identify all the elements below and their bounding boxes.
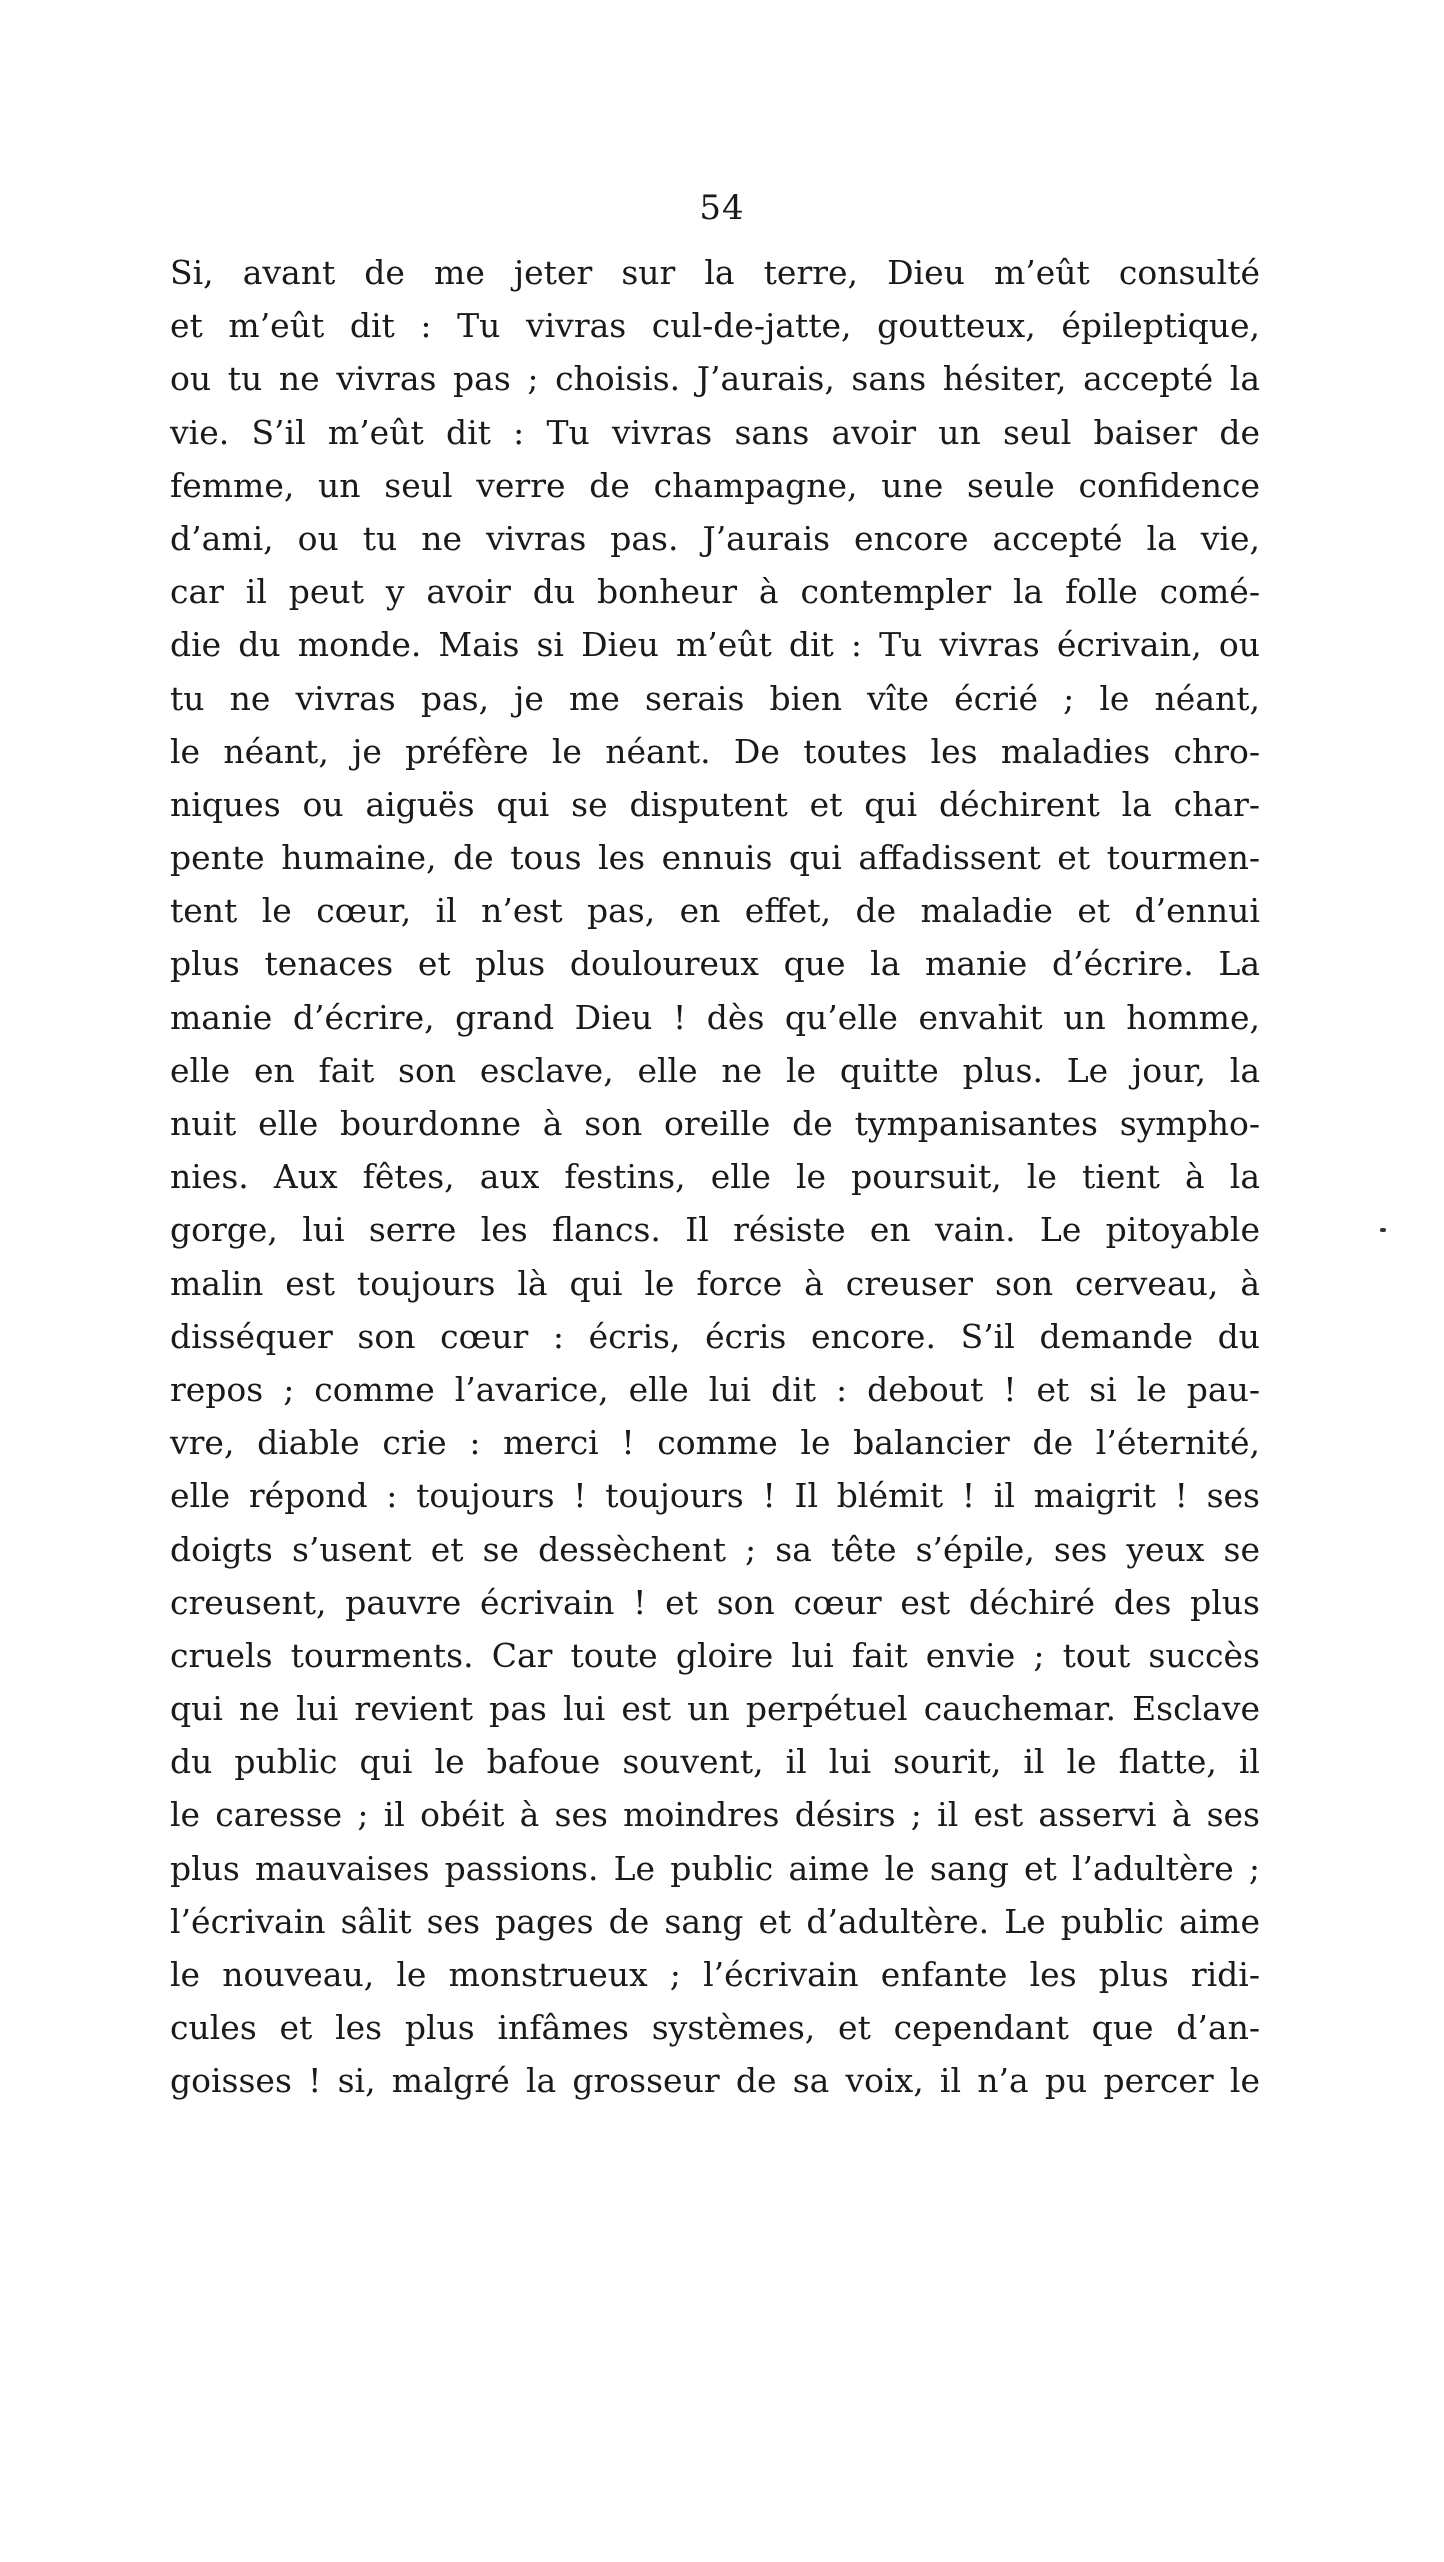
text-line: pente humaine, de tous les ennuis qui affadissent et tourmen- [170,838,1260,878]
text-line: die du monde. Mais si Dieu m’eût dit : Tu vivras écrivain, ou [170,625,1260,665]
text-line: le néant, je préfère le néant. De toutes les maladies chro- [170,731,1260,771]
text-line: nies. Aux fêtes, aux festins, elle le poursuit, le tient à la [170,1157,1260,1197]
text-line: disséquer son cœur : écris, écris encore. S’il demande du [170,1316,1260,1356]
text-line: le nouveau, le monstrueux ; l’écrivain enfante les plus ridi- [170,1955,1260,1994]
text-line: gorge, lui serre les flancs. Il résiste en vain. Le pitoyable [170,1210,1260,1250]
text-line: nuit elle bourdonne à son oreille de tympanisantes sympho- [170,1104,1260,1143]
text-line: le caresse ; il obéit à ses moindres désirs ; il est asservi à ses [170,1795,1260,1835]
text-line: repos ; comme l’avarice, elle lui dit : debout ! et si le pau- [170,1369,1260,1409]
text-line: plus tenaces et plus douloureux que la manie d’écrire. La [170,944,1260,984]
text-line: vie. S’il m’eût dit : Tu vivras sans avoir un seul baiser de [170,412,1260,452]
text-line: vre, diable crie : merci ! comme le balancier de l’éternité, [170,1423,1260,1463]
text-line: creusent, pauvre écrivain ! et son cœur est déchiré des plus [170,1582,1260,1622]
text-line: cruels tourments. Car toute gloire lui fait envie ; tout succès [170,1635,1260,1675]
text-line: l’écrivain sâlit ses pages de sang et d’adultère. Le public aime [170,1901,1260,1941]
text-line: d’ami, ou tu ne vivras pas. J’aurais encore accepté la vie, [170,518,1260,558]
text-line: manie d’écrire, grand Dieu ! dès qu’elle envahit un homme, [170,997,1260,1037]
text-line: plus mauvaises passions. Le public aime le sang et l’adultère ; [170,1848,1260,1888]
text-line: doigts s’usent et se dessèchent ; sa tête s’épile, ses yeux se [170,1529,1260,1569]
text-line: car il peut y avoir du bonheur à contempler la folle comé- [170,572,1260,612]
text-line: femme, un seul verre de champagne, une seule confidence [170,465,1260,505]
text-line: malin est toujours là qui le force à creuser son cerveau, à [170,1263,1260,1303]
text-line: du public qui le bafoue souvent, il lui sourit, il le flatte, il [170,1742,1260,1782]
text-line: elle en fait son esclave, elle ne le quitte plus. Le jour, la [170,1050,1260,1090]
body-text [170,246,1260,2108]
text-line: tu ne vivras pas, je me serais bien vîte écrié ; le néant, [170,678,1260,718]
text-line: niques ou aiguës qui se disputent et qui déchirent la char- [170,784,1260,824]
text-line: ou tu ne vivras pas ; choisis. J’aurais, sans hésiter, accepté la [170,359,1260,399]
stray-ink-mark [1380,1228,1386,1232]
text-line: et m’eût dit : Tu vivras cul-de-jatte, goutteux, épileptique, [170,306,1260,346]
text-line: qui ne lui revient pas lui est un perpétuel cauchemar. Esclave [170,1689,1260,1729]
text-line: goisses ! si, malgré la grosseur de sa voix, il n’a pu percer le [170,2061,1260,2101]
page-number: 54 [699,188,745,228]
text-line: cules et les plus infâmes systèmes, et cependant que d’an- [170,2008,1260,2048]
text-line: tent le cœur, il n’est pas, en effet, de maladie et d’ennui [170,891,1260,931]
text-line: Si, avant de me jeter sur la terre, Dieu m’eût consulté [170,253,1260,292]
text-line: elle répond : toujours ! toujours ! Il blémit ! il maigrit ! ses [170,1476,1260,1516]
